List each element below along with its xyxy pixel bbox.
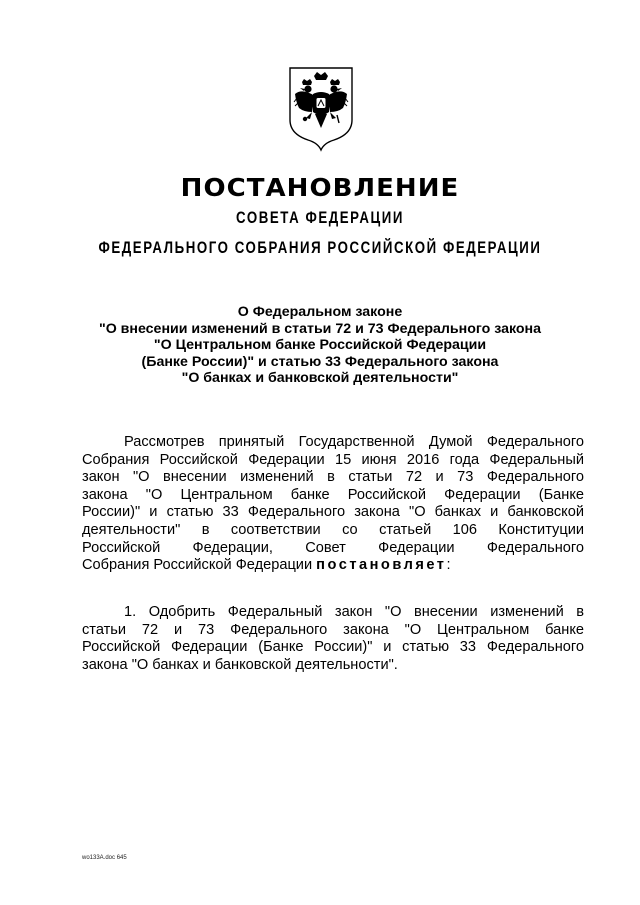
body-line: Собрания Российской Федерации 15 июня 2016 года Федеральный xyxy=(82,451,584,468)
final-line-suffix: : xyxy=(446,557,451,574)
final-line-prefix: Собрания Российской Федерации xyxy=(82,557,317,574)
body-line: статьи 72 и 73 Федерального закона "О Центральном банке xyxy=(82,621,584,638)
body-line: закона "О Центральном банке Российской Федерации (Банке xyxy=(82,486,584,503)
body-line: деятельности" в соответствии со статьей 106 Конституции xyxy=(82,521,584,538)
subject-line: (Банке России)" и статью 33 Федерального закона xyxy=(141,353,499,370)
body-line: Российской Федерации, Совет Федерации Федерального xyxy=(82,539,584,556)
issuer-line-1: СОВЕТА ФЕДЕРАЦИИ xyxy=(236,208,404,227)
body-line: Рассмотрев принятый Государственной Думой Федерального xyxy=(124,434,584,450)
subject-line: "О Центральном банке Российской Федерации xyxy=(153,337,487,353)
body-line: России)" и статью 33 Федерального закона "О банках и банковской xyxy=(82,504,584,521)
body-line: Российской Федерации (Банке России)" и статью 33 Федерального xyxy=(82,639,584,656)
subject-line: О Федеральном законе xyxy=(237,304,403,320)
subject-line: "О банках и банковской деятельности" xyxy=(181,370,459,386)
document-title: ПОСТАНОВЛЕНИЕ xyxy=(180,173,460,202)
subject-line: "О внесении изменений в статьи 72 и 73 Федерального закона xyxy=(98,320,542,337)
issuer-line-2: ФЕДЕРАЛЬНОГО СОБРАНИЯ РОССИЙСКОЙ ФЕДЕРАЦИИ xyxy=(98,238,542,257)
document-subject xyxy=(60,304,580,387)
body-line: закон "О внесении изменений в статьи 72 и 73 Федерального xyxy=(82,469,584,486)
body-line: закона "О банках и банковской деятельности". xyxy=(82,656,398,673)
body-paragraph-1 xyxy=(82,434,584,575)
file-code-footer: wo133A.doc 645 xyxy=(82,855,127,861)
body-paragraph-2 xyxy=(82,604,584,674)
double-headed-eagle-emblem-icon xyxy=(286,62,356,152)
body-line: 1. Одобрить Федеральный закон "О внесении изменений в xyxy=(124,604,584,620)
body-line-final xyxy=(82,557,584,575)
resolution-keyword: постановляет xyxy=(316,557,447,574)
